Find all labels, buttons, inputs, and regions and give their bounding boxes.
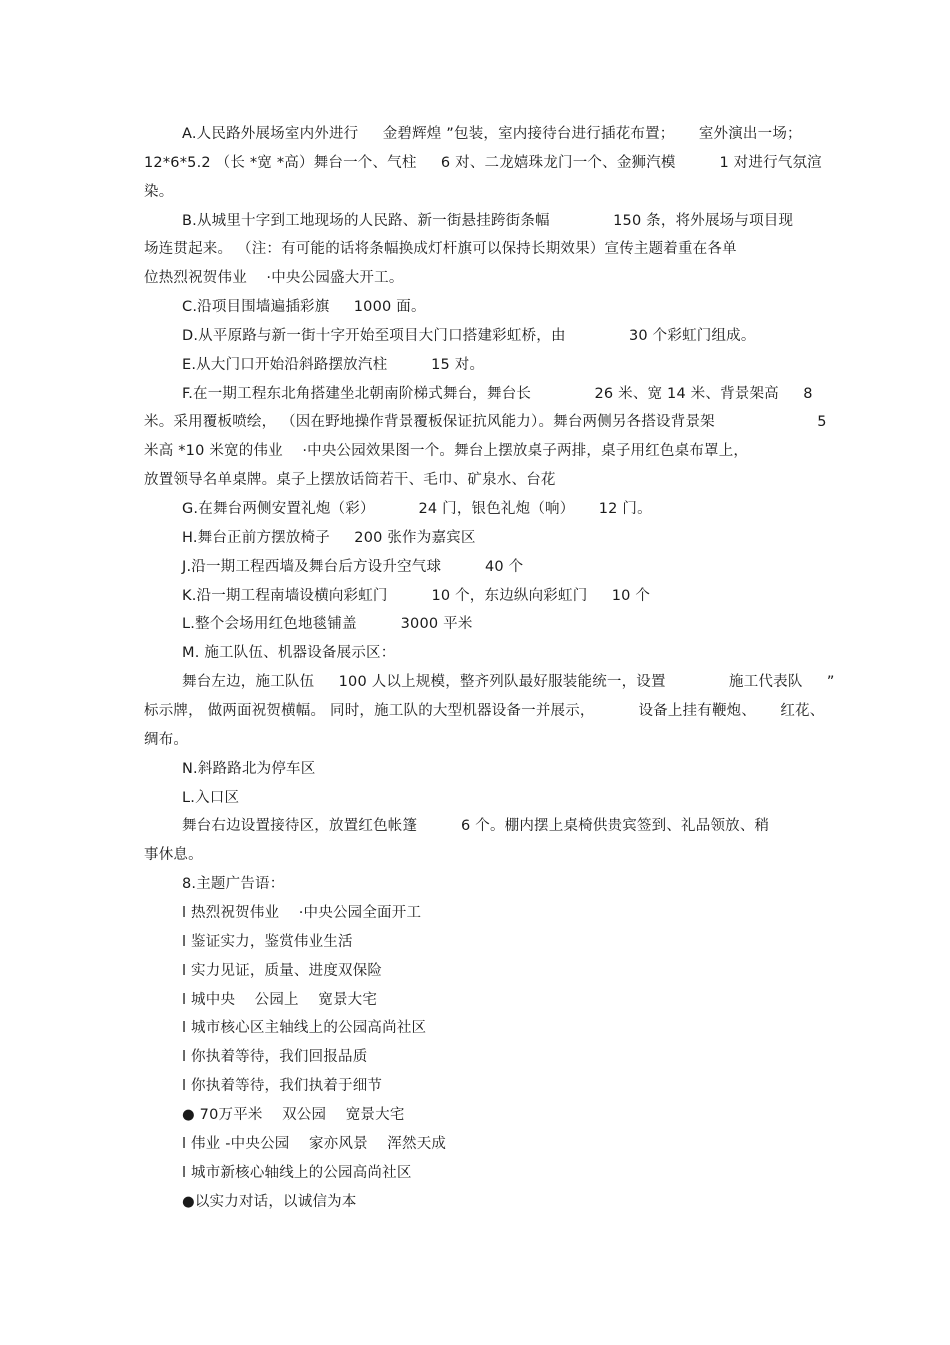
paragraph-c: C.沿项目围墙遍插彩旗 1000 面。 bbox=[182, 299, 426, 315]
slogan-item: l 你执着等待，我们执着于细节 bbox=[182, 1078, 383, 1094]
paragraph-reception-line-1: 舞台右边设置接待区，放置红色帐篷 6 个。棚内摆上桌椅供贵宾签到、礼品领放、稍 bbox=[182, 818, 770, 834]
paragraph-f-line-1: F.在一期工程东北角搭建坐北朝南阶梯式舞台，舞台长 26 米、宽 14 米、背景架高 8 bbox=[182, 386, 813, 402]
slogan-item: l 你执着等待，我们回报品质 bbox=[182, 1049, 368, 1065]
paragraph-b-line-1: B.从城里十字到工地现场的人民路、新一街悬挂跨街条幅 150 条，将外展场与项目现 bbox=[182, 213, 794, 229]
slogan-item: l 热烈祝贺伟业 ·中央公园全面开工 bbox=[182, 905, 422, 921]
paragraph-f-line-4: 放置领导名单桌牌。桌子上摆放话筒若干、毛巾、矿泉水、台花 bbox=[144, 472, 556, 488]
paragraph-b-line-3: 位热烈祝贺伟业 ·中央公园盛大开工。 bbox=[144, 270, 404, 286]
paragraph-e: E.从大门口开始沿斜路摆放汽柱 15 对。 bbox=[182, 357, 485, 373]
paragraph-reception-line-2: 事休息。 bbox=[144, 847, 203, 863]
paragraph-m-line-2: 标示牌， 做两面祝贺横幅。 同时，施工队的大型机器设备一并展示， 设备上挂有鞭炮、 红花、 bbox=[144, 703, 825, 719]
paragraph-l: L.整个会场用红色地毯铺盖 3000 平米 bbox=[182, 616, 473, 632]
paragraph-h: H.舞台正前方摆放椅子 200 张作为嘉宾区 bbox=[182, 530, 476, 546]
paragraph-n: N.斜路路北为停车区 bbox=[182, 761, 316, 777]
slogan-item: l 实力见证，质量、进度双保险 bbox=[182, 963, 383, 979]
slogan-item: l 城中央 公园上 宽景大宅 bbox=[182, 992, 378, 1008]
paragraph-a-line-1: A.人民路外展场室内外进行 金碧辉煌 ”包装，室内接待台进行插花布置； 室外演出一场； bbox=[182, 126, 802, 142]
paragraph-m-line-1: 舞台左边，施工队伍 100 人以上规模，整齐列队最好服装能统一，设置 施工代表队 ” bbox=[182, 674, 835, 690]
paragraph-j: J.沿一期工程西墙及舞台后方设升空气球 40 个 bbox=[182, 559, 524, 575]
paragraph-f-line-3: 米高 *10 米宽的伟业 ·中央公园效果图一个。舞台上摆放桌子两排，桌子用红色桌布罩上， bbox=[144, 443, 749, 459]
paragraph-a-line-3: 染。 bbox=[144, 184, 174, 200]
paragraph-m-heading: M. 施工队伍、机器设备展示区： bbox=[182, 645, 396, 661]
paragraph-a-line-2: 12*6*5.2 （长 *宽 *高）舞台一个、气柱 6 对、二龙嬉珠龙门一个、金狮汽模 1 对进行气氛渲 bbox=[144, 155, 822, 171]
slogan-item: ●以实力对话，以诚信为本 bbox=[182, 1194, 357, 1210]
paragraph-l-entrance: L.入口区 bbox=[182, 790, 240, 806]
slogan-item: l 城市核心区主轴线上的公园高尚社区 bbox=[182, 1020, 427, 1036]
paragraph-f-line-2: 米。采用覆板喷绘， （因在野地操作背景覆板保证抗风能力）。舞台两侧另各搭设背景架 5 bbox=[144, 414, 827, 430]
slogan-item: l 鉴证实力，鉴赏伟业生活 bbox=[182, 934, 353, 950]
paragraph-g: G.在舞台两侧安置礼炮（彩） 24 门，银色礼炮（响） 12 门。 bbox=[182, 501, 652, 517]
paragraph-m-line-3: 绸布。 bbox=[144, 732, 189, 748]
slogan-item: ● 70万平米 双公园 宽景大宅 bbox=[182, 1107, 405, 1123]
paragraph-k: K.沿一期工程南墙设横向彩虹门 10 个，东边纵向彩虹门 10 个 bbox=[182, 588, 651, 604]
slogan-item: l 伟业 -中央公园 家亦风景 浑然天成 bbox=[182, 1136, 447, 1152]
paragraph-b-line-2: 场连贯起来。 （注：有可能的话将条幅换成灯杆旗可以保持长期效果）宣传主题着重在各单 bbox=[144, 241, 737, 257]
slogan-item: l 城市新核心轴线上的公园高尚社区 bbox=[182, 1165, 412, 1181]
paragraph-d: D.从平原路与新一街十字开始至项目大门口搭建彩虹桥，由 30 个彩虹门组成。 bbox=[182, 328, 756, 344]
slogan-heading: 8.主题广告语： bbox=[182, 876, 285, 892]
